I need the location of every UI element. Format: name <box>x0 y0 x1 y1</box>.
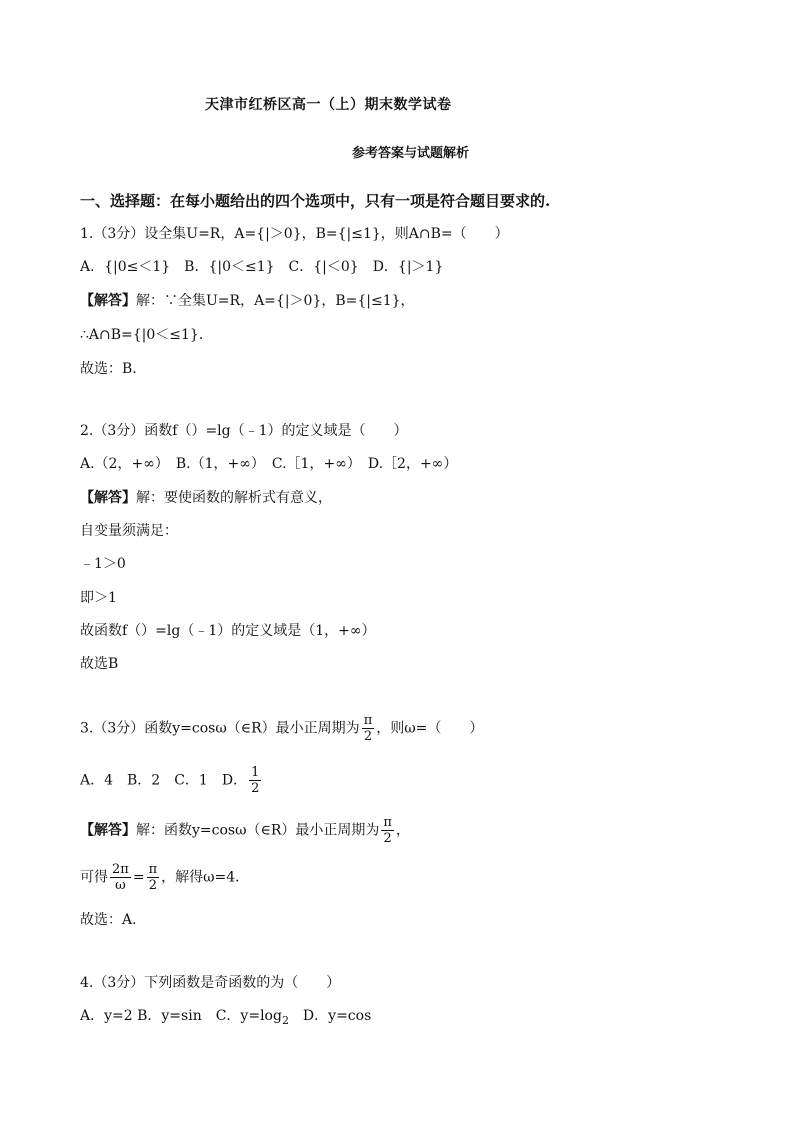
solution-text: 解：∵全集U=R，A={|＞0}，B={|≤1}， <box>136 293 415 309</box>
q2-answer: 故选B <box>80 656 119 672</box>
q4-stem: 4.（3分）下列函数是奇函数的为（ ） <box>80 975 341 991</box>
equals-sign: = <box>132 869 145 886</box>
q3-answer: 故选：A． <box>80 912 147 928</box>
q2-step: ﹣1＞0 <box>80 556 126 572</box>
log-base: 2 <box>281 1014 289 1027</box>
step-text: 可得 <box>80 869 108 886</box>
q2-solution <box>80 488 332 508</box>
solution-text: 解：函数y=cosω（∈R）最小正周期为 <box>136 822 380 839</box>
page-subtitle: 参考答案与试题解析 <box>352 146 470 161</box>
q1-step: ∴A∩B={|0＜≤1}． <box>80 327 213 343</box>
fraction-pi-over-2: $\frac{\pi}{2}$ <box>363 713 373 744</box>
fraction-pi-over-2: $\frac{\pi}{2}$ <box>148 862 158 893</box>
solution-text: 解：要使函数的解析式有意义， <box>136 490 332 506</box>
solution-label: 【解答】 <box>80 822 136 839</box>
q2-step: 故函数f（）=lg（﹣1）的定义域是（1，+∞） <box>80 623 376 639</box>
q3-solution <box>80 815 410 846</box>
solution-label: 【解答】 <box>80 490 136 506</box>
q3-stem-text: 3.（3分）函数y=cosω（∈R）最小正周期为 <box>80 720 360 737</box>
solution-label: 【解答】 <box>80 293 136 309</box>
q2-stem: 2.（3分）函数f（）=lg（﹣1）的定义域是（ ） <box>80 423 408 439</box>
q1-options: A．{|0≤＜1} B．{|0＜≤1} C．{|＜0} D．{|＞1} <box>80 259 444 275</box>
q3-options-text: A．4 B．2 C．1 D． <box>80 772 248 789</box>
q4-options-text: A．y=2 B．y=sin C．y=log <box>80 1008 282 1024</box>
q3-stem <box>80 713 483 744</box>
q1-stem: 1.（3分）设全集U=R，A={|＞0}，B={|≤1}，则A∩B=（ ） <box>80 226 509 242</box>
q3-options <box>80 765 263 796</box>
step-text: ，解得ω=4． <box>161 869 250 886</box>
solution-text: ， <box>395 822 410 839</box>
section-heading: 一、选择题：在每小题给出的四个选项中，只有一项是符合题目要求的. <box>80 192 551 210</box>
fraction-one-half: $\frac{1}{2}$ <box>251 765 260 796</box>
q4-options <box>80 1006 371 1031</box>
fraction-2pi-over-omega: $\frac{2\pi}{\omega}$ <box>112 862 129 893</box>
page-title: 天津市红桥区高一（上）期末数学试卷 <box>205 97 452 113</box>
q1-solution <box>80 291 415 311</box>
q1-answer: 故选：B． <box>80 361 147 377</box>
q4-options-text: D．y=cos <box>288 1008 372 1024</box>
q3-step <box>80 862 249 893</box>
q2-options: A.（2，+∞） B.（1，+∞） C.［1，+∞） D.［2，+∞） <box>80 456 458 472</box>
q3-stem-text: ，则ω=（ ） <box>376 720 484 737</box>
q2-step: 即＞1 <box>80 590 117 606</box>
fraction-pi-over-2: $\frac{\pi}{2}$ <box>383 815 392 846</box>
q2-step: 自变量须满足： <box>80 523 178 539</box>
